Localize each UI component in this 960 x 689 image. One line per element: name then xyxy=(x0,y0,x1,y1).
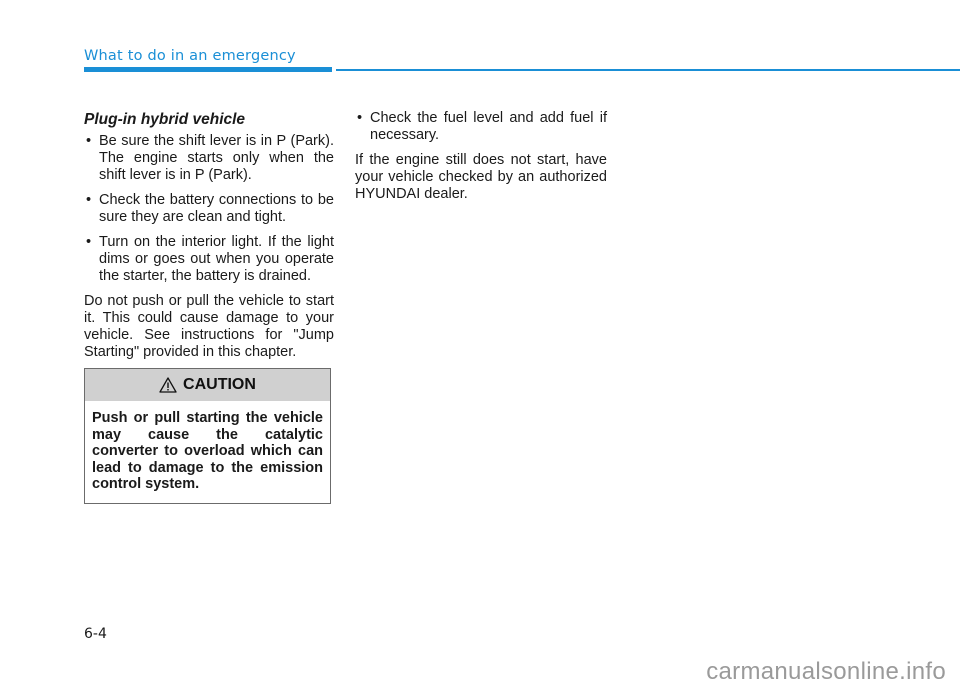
bullet-item: • Be sure the shift lever is in P (Park). The engine starts only when the shift lever is in P (Park). xyxy=(84,133,334,184)
body-paragraph: If the engine still does not start, have your vehicle checked by an authorized HYUNDAI dealer. xyxy=(355,152,607,202)
caution-header xyxy=(85,369,330,401)
body-paragraph: Do not push or pull the vehicle to start it. This could cause damage to your vehicle. See instructions for "Jump Starting" provided in this chapter. xyxy=(84,293,334,360)
header-rule-thick xyxy=(84,67,332,72)
section-title: What to do in an emergency xyxy=(84,48,296,64)
caution-label: CAUTION xyxy=(183,376,256,393)
bullet-item: • Check the fuel level and add fuel if necessary. xyxy=(355,110,607,144)
caution-text: Push or pull starting the vehicle may cause the catalytic converter to overload which can lead to damage to the emission control system. xyxy=(92,410,323,492)
bullet-item: • Turn on the interior light. If the light dims or goes out when you operate the starter, the battery is drained. xyxy=(84,234,334,285)
right-column xyxy=(355,110,607,211)
header-rule-thin xyxy=(336,69,960,71)
bullet-item: • Check the battery connections to be sure they are clean and tight. xyxy=(84,192,334,226)
subsection-heading: Plug-in hybrid vehicle xyxy=(84,111,246,128)
page-number: 6-4 xyxy=(84,626,107,642)
caution-box xyxy=(84,368,331,504)
right-bullet-list xyxy=(355,110,607,144)
left-column xyxy=(84,110,334,369)
left-bullet-list xyxy=(84,133,334,285)
warning-triangle-icon xyxy=(159,377,177,393)
watermark: carmanualsonline.info xyxy=(706,658,946,685)
